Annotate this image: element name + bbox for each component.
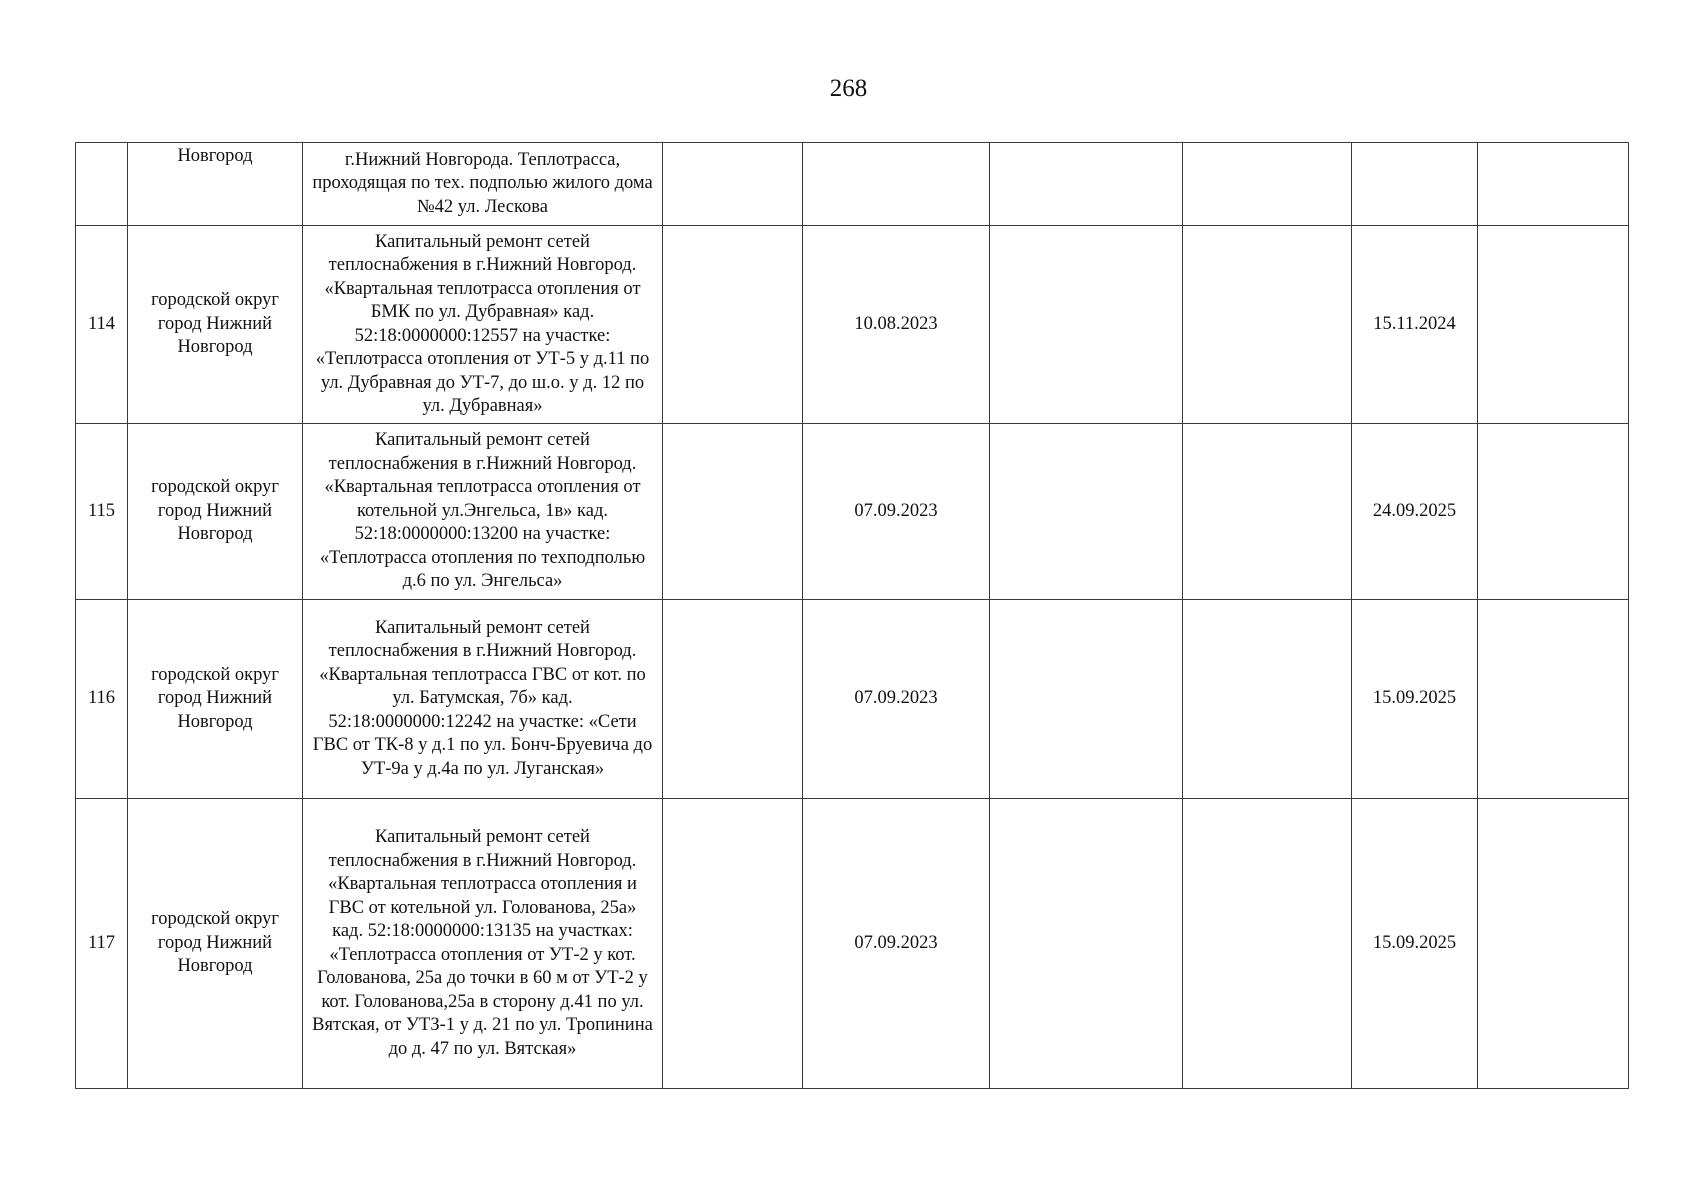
cell-description: Капитальный ремонт сетей теплоснабжения в г.Нижний Новгород. «Квартальная теплотрасса отопления от БМК по ул. Дубравная» кад. 52:18:0000000:12557 на участке: «Теплотрасса отопления от УТ-5 у д.11 по ул. Дубравная до УТ-7, до ш.о. у д. 12 по ул. Дубравная» — [303, 226, 663, 424]
cell-empty — [1183, 143, 1352, 226]
cell-empty — [1352, 143, 1478, 226]
cell-date-end: 15.09.2025 — [1352, 799, 1478, 1089]
cell-empty — [990, 799, 1183, 1089]
cell-empty — [803, 143, 990, 226]
cell-num — [76, 143, 128, 226]
cell-municipality: городской округ город Нижний Новгород — [128, 600, 303, 799]
cell-num: 116 — [76, 600, 128, 799]
cell-num: 117 — [76, 799, 128, 1089]
page-number: 268 — [829, 75, 868, 102]
cell-date-start: 07.09.2023 — [803, 424, 990, 600]
cell-num: 115 — [76, 424, 128, 600]
cell-description: Капитальный ремонт сетей теплоснабжения в г.Нижний Новгород. «Квартальная теплотрасса ГВС от кот. по ул. Батумская, 7б» кад. 52:18:0000000:12242 на участке: «Сети ГВС от ТК-8 у д.1 по ул. Бонч-Бруевича до УТ-9а у д.4а по ул. Луганская» — [303, 600, 663, 799]
table-row — [76, 226, 1629, 424]
cell-empty — [1478, 600, 1629, 799]
cell-empty — [663, 424, 803, 600]
cell-description: г.Нижний Новгорода. Теплотрасса, проходящая по тех. подполью жилого дома №42 ул. Лескова — [303, 143, 663, 226]
table-row — [76, 424, 1629, 600]
works-table — [75, 142, 1629, 1089]
cell-date-start: 10.08.2023 — [803, 226, 990, 424]
cell-empty — [1478, 226, 1629, 424]
cell-empty — [1183, 226, 1352, 424]
cell-date-start: 07.09.2023 — [803, 799, 990, 1089]
cell-num: 114 — [76, 226, 128, 424]
cell-empty — [1183, 600, 1352, 799]
cell-empty — [990, 226, 1183, 424]
cell-description: Капитальный ремонт сетей теплоснабжения в г.Нижний Новгород. «Квартальная теплотрасса отопления от котельной ул.Энгельса, 1в» кад. 52:18:0000000:13200 на участке: «Теплотрасса отопления по техподполью д.6 по ул. Энгельса» — [303, 424, 663, 600]
table-row-continuation — [76, 143, 1629, 226]
cell-empty — [663, 143, 803, 226]
cell-empty — [990, 600, 1183, 799]
cell-municipality: городской округ город Нижний Новгород — [128, 799, 303, 1089]
cell-empty — [663, 600, 803, 799]
cell-date-end: 24.09.2025 — [1352, 424, 1478, 600]
cell-empty — [663, 799, 803, 1089]
cell-date-start: 07.09.2023 — [803, 600, 990, 799]
table-row — [76, 799, 1629, 1089]
cell-empty — [990, 424, 1183, 600]
cell-empty — [663, 226, 803, 424]
cell-empty — [1478, 799, 1629, 1089]
cell-municipality: Новгород — [128, 143, 303, 226]
table-row — [76, 600, 1629, 799]
cell-description: Капитальный ремонт сетей теплоснабжения в г.Нижний Новгород. «Квартальная теплотрасса отопления и ГВС от котельной ул. Голованова, 25а» кад. 52:18:0000000:13135 на участках: «Теплотрасса отопления от УТ-2 у кот. Голованова, 25а до точки в 60 м от УТ-2 у кот. Голованова,25а в сторону д.41 по ул. Вятская, от УТЗ-1 у д. 21 по ул. Тропинина до д. 47 по ул. Вятская» — [303, 799, 663, 1089]
cell-municipality: городской округ город Нижний Новгород — [128, 424, 303, 600]
cell-municipality: городской округ город Нижний Новгород — [128, 226, 303, 424]
cell-empty — [990, 143, 1183, 226]
cell-date-end: 15.09.2025 — [1352, 600, 1478, 799]
cell-empty — [1183, 799, 1352, 1089]
cell-empty — [1183, 424, 1352, 600]
cell-empty — [1478, 143, 1629, 226]
cell-date-end: 15.11.2024 — [1352, 226, 1478, 424]
cell-empty — [1478, 424, 1629, 600]
